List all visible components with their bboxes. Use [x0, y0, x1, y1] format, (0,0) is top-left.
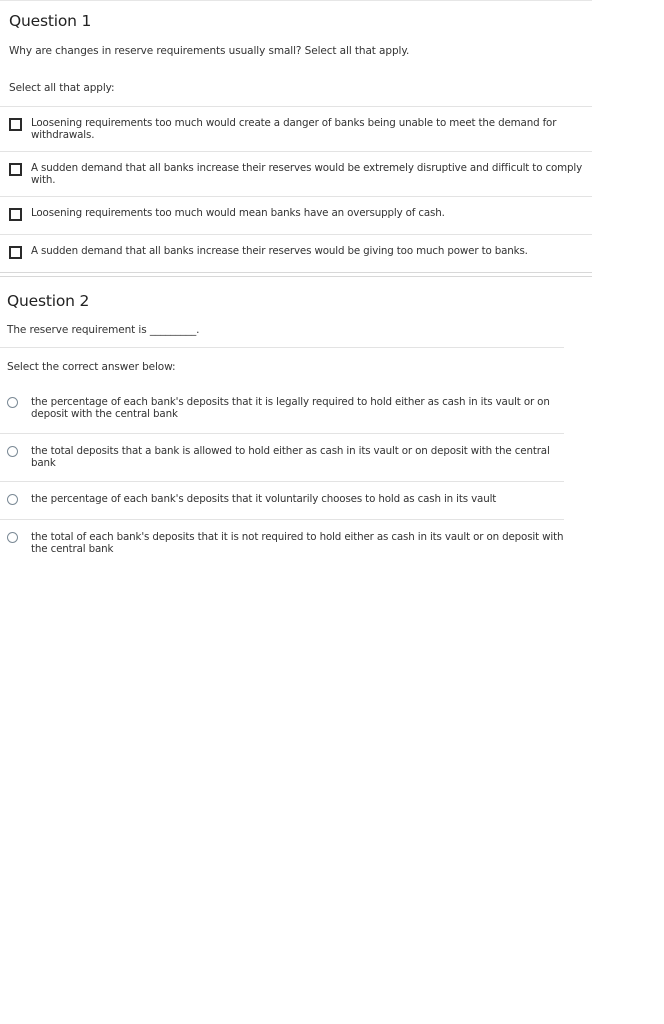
option-1-label: the percentage of each bank's deposits that it is legally required to hold either as cash in its vault or on deposit with the central bank [31, 396, 550, 420]
checkbox[interactable] [9, 208, 22, 221]
radio-button[interactable] [7, 532, 18, 543]
divider [0, 151, 592, 152]
divider [0, 196, 592, 197]
option-4-label: the total of each bank's deposits that it is not required to hold either as cash in its vault or on deposit with the central bank [31, 531, 564, 555]
radio-button[interactable] [7, 446, 18, 457]
radio-button[interactable] [7, 397, 18, 408]
question-1-instruction: Select all that apply: [9, 82, 115, 94]
checkbox[interactable] [9, 118, 22, 131]
divider [0, 234, 592, 235]
divider [0, 481, 564, 482]
checkbox[interactable] [9, 246, 22, 259]
question-1-prompt: Why are changes in reserve requirements usually small? Select all that apply. [9, 45, 410, 57]
top-border [0, 0, 592, 1]
option-2-label: the total deposits that a bank is allowed to hold either as cash in its vault or on deposit with the central bank [31, 445, 550, 469]
option-3-label: Loosening requirements too much would mean banks have an oversupply of cash. [31, 207, 445, 219]
option-4-label: A sudden demand that all banks increase their reserves would be giving too much power to banks. [31, 245, 528, 257]
option-1-label: Loosening requirements too much would create a danger of banks being unable to meet the demand for withdrawals. [31, 117, 557, 141]
option-3-label: the percentage of each bank's deposits that it voluntarily chooses to hold as cash in its vault [31, 493, 497, 505]
question-2-instruction: Select the correct answer below: [7, 361, 176, 373]
divider [0, 433, 564, 434]
question-2-prompt: The reserve requirement is _________. [7, 324, 200, 336]
divider [0, 519, 564, 520]
checkbox[interactable] [9, 163, 22, 176]
section-separator [0, 272, 592, 273]
divider [0, 347, 564, 348]
divider [0, 106, 592, 107]
option-2-label: A sudden demand that all banks increase their reserves would be extremely disruptive and difficult to comply with. [31, 162, 583, 186]
section-separator [0, 276, 592, 277]
question-2-title: Question 2 [7, 292, 90, 310]
question-1-title: Question 1 [9, 12, 92, 30]
radio-button[interactable] [7, 494, 18, 505]
